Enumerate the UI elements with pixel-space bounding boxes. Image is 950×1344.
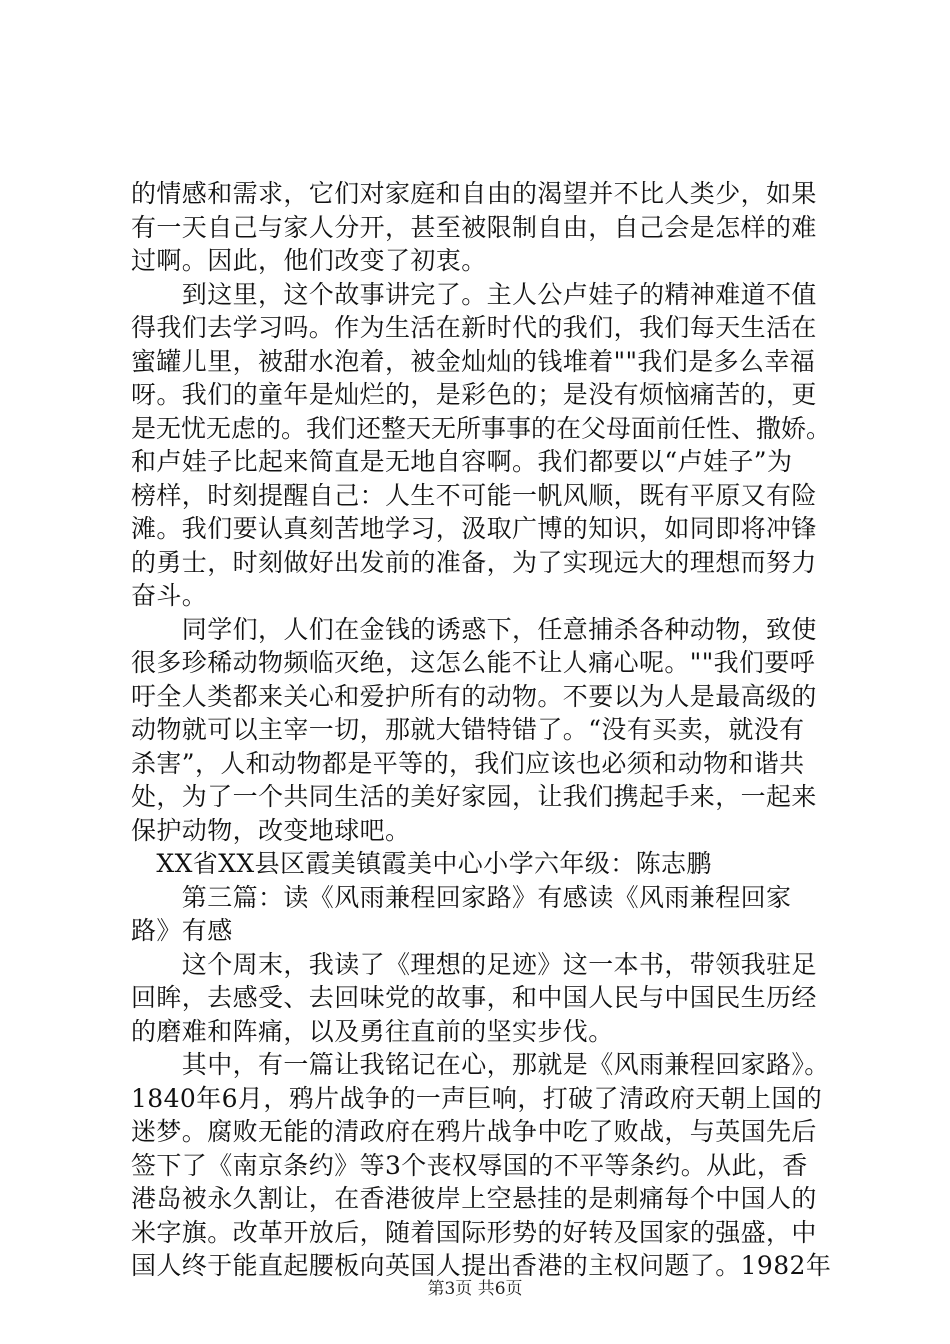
text-line: 国人终于能直起腰板向英国人提出香港的主权问题了。1982年: [131, 1251, 832, 1280]
text-line: 动物就可以主宰一切，那就大错特错了。“没有买卖，就没有: [131, 715, 805, 744]
text-line: 榜样，时刻提醒自己：人生不可能一帆风顺，既有平原又有险: [131, 480, 817, 510]
text-line: 有一天自己与家人分开，甚至被限制自由，自己会是怎样的难: [131, 212, 817, 242]
text-line: 很多珍稀动物频临灭绝，这怎么能不让人痛心呢。""我们要呼: [131, 648, 816, 677]
section-heading: 第三篇：读《风雨兼程回家路》有感读《风雨兼程回家: [131, 882, 792, 912]
text-line: 呀。我们的童年是灿烂的，是彩色的；是没有烦恼痛苦的，更: [131, 380, 817, 409]
text-line: 奋斗。: [131, 581, 208, 610]
text-line: 是无忧无虑的。我们还整天无所事事的在父母面前任性、撒娇。: [131, 413, 832, 443]
text-line: 得我们去学习吗。作为生活在新时代的我们，我们每天生活在: [131, 313, 817, 342]
text-line: 1840年6月，鸦片战争的一声巨响，打破了清政府天朝上国的: [131, 1083, 823, 1113]
text-line: 迷梦。腐败无能的清政府在鸦片战争中吃了败战，与英国先后: [131, 1117, 817, 1146]
text-line: 的磨难和阵痛，以及勇往直前的坚实步伐。: [131, 1016, 614, 1046]
text-line: 同学们，人们在金钱的诱惑下，任意捕杀各种动物，致使: [131, 614, 817, 644]
page-number-footer: 第3页 共6页: [427, 1279, 523, 1299]
text-line: 的情感和需求，它们对家庭和自由的渴望并不比人类少，如果: [131, 179, 817, 208]
text-line: 保护动物，改变地球吧。: [131, 815, 411, 845]
text-line: 的勇士，时刻做好出发前的准备，为了实现远大的理想而努力: [131, 547, 817, 577]
text-line: 港岛被永久割让，在香港彼岸上空悬挂的是刺痛每个中国人的: [131, 1184, 817, 1213]
text-line: 滩。我们要认真刻苦地学习，汲取广博的知识，如同即将冲锋: [131, 514, 817, 543]
text-line: 签下了《南京条约》等3个丧权辱国的不平等条约。从此，香: [131, 1150, 808, 1180]
text-line: 蜜罐儿里，被甜水泡着，被金灿灿的钱堆着""我们是多么幸福: [131, 346, 816, 376]
text-line: 回眸，去感受、去回味党的故事，和中国人民与中国民生历经: [131, 983, 817, 1012]
text-line: 和卢娃子比起来简直是无地自容啊。我们都要以“卢娃子”为: [131, 447, 793, 476]
text-line: 处，为了一个共同生活的美好家园，让我们携起手来，一起来: [131, 782, 817, 811]
text-line: 杀害”，人和动物都是平等的，我们应该也必须和动物和谐共: [131, 748, 805, 778]
text-line: 过啊。因此，他们改变了初衷。: [131, 246, 487, 275]
body-text: [131, 177, 831, 1283]
text-line: 这个周末，我读了《理想的足迹》这一本书，带领我驻足: [131, 949, 817, 979]
text-line: 其中，有一篇让我铭记在心，那就是《风雨兼程回家路》。: [131, 1050, 830, 1079]
text-line: 米字旗。改革开放后，随着国际形势的好转及国家的强盛，中: [131, 1217, 817, 1247]
text-line: 吁全人类都来关心和爱护所有的动物。不要以为人是最高级的: [131, 681, 817, 711]
text-line: 到这里，这个故事讲完了。主人公卢娃子的精神难道不值: [131, 279, 817, 309]
section-heading: 路》有感: [131, 916, 233, 945]
author-line: XX省XX县区霞美镇霞美中心小学六年级：陈志鹏: [131, 849, 712, 878]
